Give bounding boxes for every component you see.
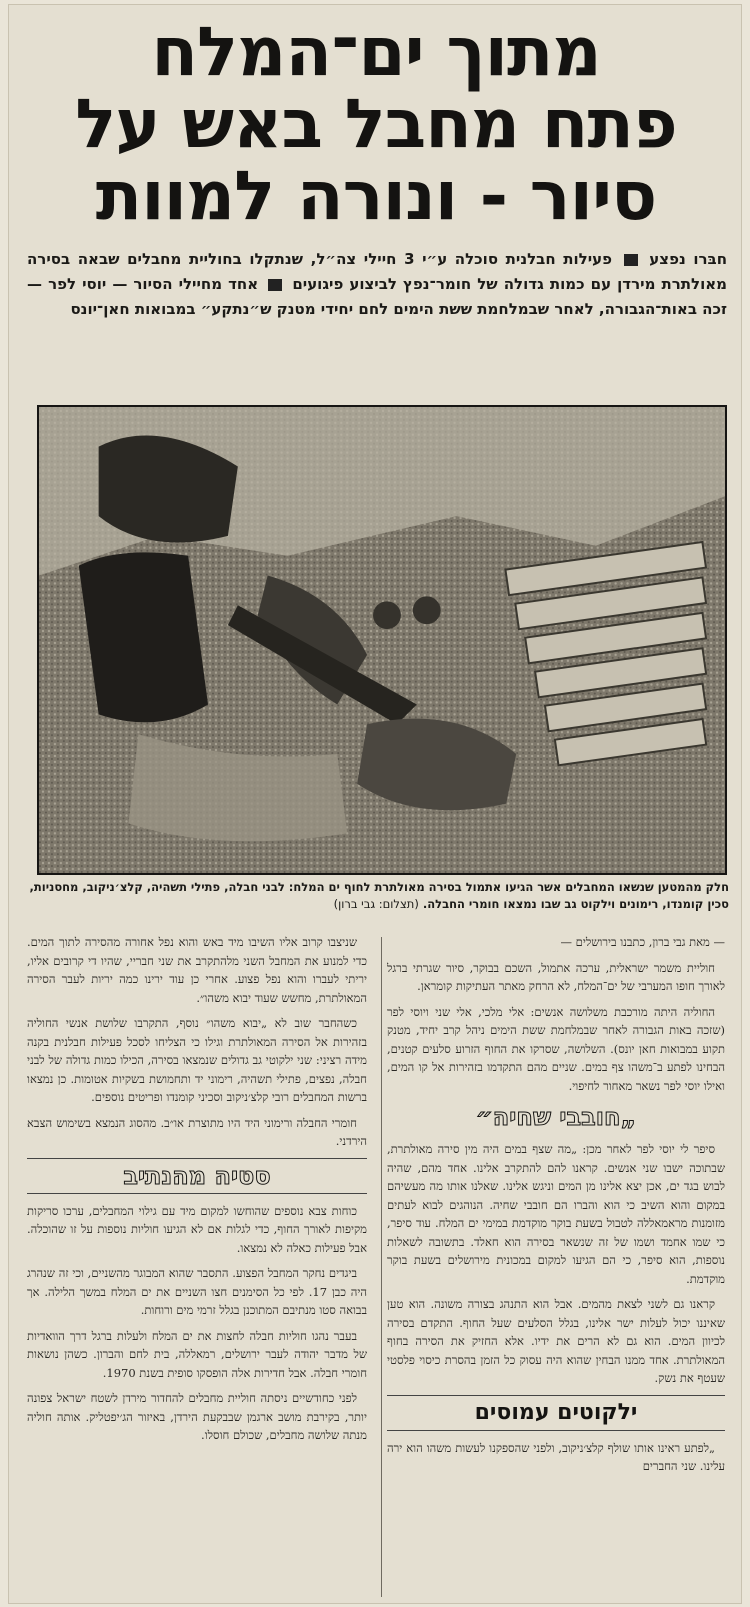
paragraph: החוליה היתה מורכבת משלושה אנשים: אלי מלכי, אלי שני ויוסי לפר (שזכה באות הגבורה לאחר שבמלחמת ששת הימים ניהל קרב יחיד, מטנק תקוע במבואות חאן יונס). השלושה, שסרקו את החוף הזרוע סלעים קטנים, הבחינו לפתע ב־משהו צף במים. שניים מהם התקדמו בזהירות אל קו המים, ואילו יוסי לפר נשאר מאחור לחיפוי. — [387, 1004, 725, 1093]
photo-caption — [29, 879, 729, 913]
paragraph: חוליית משמר ישראלית, ערכה אתמול, השכם בבוקר, סיור שגרתי ברגל לאורך חופו המערבי של ים־המלח, לא הרחק מאתר העתיקות קומראן. — [387, 960, 725, 993]
paragraph: חומרי החבלה ורימוני היד היו מתוצרת או״ב. מהסוג הנמצא בשימוש הצבא הירדני. — [27, 1115, 367, 1148]
photo-weapons-on-ground — [39, 407, 725, 873]
headline-line-1: מתוך ים־המלח — [151, 13, 601, 92]
square-bullet-icon — [624, 254, 638, 266]
column-divider — [381, 937, 382, 1597]
paragraph: ביגדים נחקר המחבל הפצוע. התסבר שהוא המבוגר מהשניים, וכי זה שנהרג היה כבן 17. לפי כל הסימנים חצו השניים את ים המלח במשך הלילה. אך בבואה סטו מנתיבם המתוכנן בגלל זרמי מים ורוחות. — [27, 1266, 367, 1317]
square-bullet-icon — [268, 279, 282, 291]
subheading-swimmers: „חובבי שחיה״ — [475, 1103, 637, 1131]
deck-subheadline — [27, 247, 727, 322]
paragraph: „לפתע ראינו אותו שולף קלצ׳ניקוב, ולפני שהספקנו לעשות משהו הוא ירה עלינו. שני החברים — [387, 1440, 725, 1473]
newspaper-clipping — [8, 4, 742, 1604]
subheading-route-deviation: סטיה מהנתיב — [27, 1158, 367, 1194]
caption-text: חלק מהמטען שנשאו המחבלים אשר הגיעו אתמול בסירה מאולתרת לחוף ים המלח: לבני חבלה, פתילי תשהיה, קלצ׳ניקוב, מחסניות, סכין קומנדו, רימונים וילקוט גב שבו נמצאו חומרי החבלה. — [29, 880, 729, 911]
paragraph: בעבר נהגו חוליות חבלה לחצות את ים המלח ולעלות ברגל דרך הוואדיות של מדבר יהודה לעבר ירושלים, רמאללה, בית לחם והברון. כשהן נושאות חומרי חבלה. אבל חדירות אלה הופסקו סופית בשנת 1970. — [27, 1328, 367, 1380]
paragraph: קראנו גם לשני לצאת מהמים. אבל הוא התנהג בצורה משונה. הוא טען שאיננו יכול לעלות ישר אלינו, בגלל הסלעים שעל החוף. התקדם בסירה לכיוון המים. הוא גם לא הרים את ידיו. אלא החזיק את הסירה בחוף המאולתרת. אחד ממנו הבחין שהוא היה עסוק כל הזמן בהסרת כיסוי פלסטי שעטף את נשק. — [387, 1297, 725, 1385]
photo-credit: (תצלום: גבי ברון) — [333, 897, 419, 911]
article-column-right — [387, 933, 725, 1593]
deck-part-1: חבּרו נפצע — [649, 250, 728, 268]
headline-line-2: פתח מחבל באש על — [75, 85, 677, 164]
byline: — מאת גבי ברון, כתבנו בירושלים — — [560, 935, 725, 949]
subheading-backpacks: ילקוטים עמוסים — [387, 1395, 725, 1431]
paragraph: לפני כחודשיים ניסתה חוליית מחבלים להחדור מירדן לשטח ישראל צפונה יותר, בקירבת מושב ארגמן שבבקעת הירדן, באיזור הג׳יפטליק. אותה חוליה מנתה שלושה מחבלים, שכולם חוסלו. — [27, 1391, 367, 1442]
deck-part-3: אחד מחיילי הסיור — יוסי לפר — זכה באות־הגבורה, לאחר שבמלחמת ששת הימים לחם יחידי מטנק ש״נתקע״ במבואות חאן־יונס — [27, 275, 727, 318]
paragraph: כוחות צבא נוספים שהוחשו למקום מיד עם גילוי המחבלים, ערכו סריקות מקיפות לאורך החוף, כדי לגלות אם לא הגיעו חוליות נוספות על זו שהוכלה. אבל פעילות כאלה לא נמצאו. — [27, 1203, 367, 1255]
paragraph: כשהחבר שוב לא „יבוא משהו״ נוסף, התקרבו שלושת אנשי החוליה בזהירות אל הסירה המאולתרת וגילו כי הצליחו לסכל פעילות חבלנית בקנה מידה רציני: שני ילקוטי גב גדולים שנמצאו בסירה, הכילו כמות גדולה של לבני חבלה, נפצים, פתילי תשהיה, רימוני יד ותחמושת בשקיות אטומות. כן נמצאו ברשות המחבלים רובי קלצ׳ניקוב וסכיני קומנדו ופריטים נוספים. — [27, 1016, 367, 1104]
article-column-left — [27, 933, 367, 1593]
headline — [23, 13, 729, 236]
paragraph: שניצבו קרוב אליו השיבו מיד באש והוא נפל אחורה מהסירה לתוך המים. כדי למנוע את המחבל השני מלהתקרב את שני חבריי, שהיו די קרובים אליו, יריתי לעברו והוא נפל פצוע. אחרי כן עוד ירינו כמה יריות לעבר הסירה המאולתרת, מחשש שעוד יבוא משהו״. — [27, 935, 367, 1005]
deck-part-2: פעילות חבלנית סוכלה ע״י 3 חיילי צה״ל, שנתקלו בחוליית מחבלים שבאה בסירה מאולתרת מירדן עם כמות גדולה של חומר־נפץ לביצוע פיגועים — [27, 250, 728, 293]
headline-line-3: סיור - ונורה למוות — [95, 157, 657, 236]
paragraph: סיפר לי יוסי לפר לאחר מכן: „מה שצף במים היה מין סירה מאולתרת, שבתוכה ישבו שני אנשים. קראנו להם להתקרב אלינו. אחד מהם, שהיה לבוש בגד ים, אכן יצא אלינו מן המים וניגש אלינו. שאלנו אותו מה מעשיהם במקום והוא השיב כי הוא והברו הם חובבי שחיה. הנוהגים לבוא לעתים מזומנות מראמאללה לטבול בשעת בוקר מוקדמת במימי ים המלח. עוד סיפר, כי שמו אחמד ושמו של זה שנשאר בסירה הוא חאלד. בתשובה לשאלות נוספות, הוא סיפר, כי הם הגיעו למקום במכונית מירושלים בשעת בוקר מוקדמת. — [387, 1142, 725, 1286]
news-photo — [37, 405, 727, 875]
